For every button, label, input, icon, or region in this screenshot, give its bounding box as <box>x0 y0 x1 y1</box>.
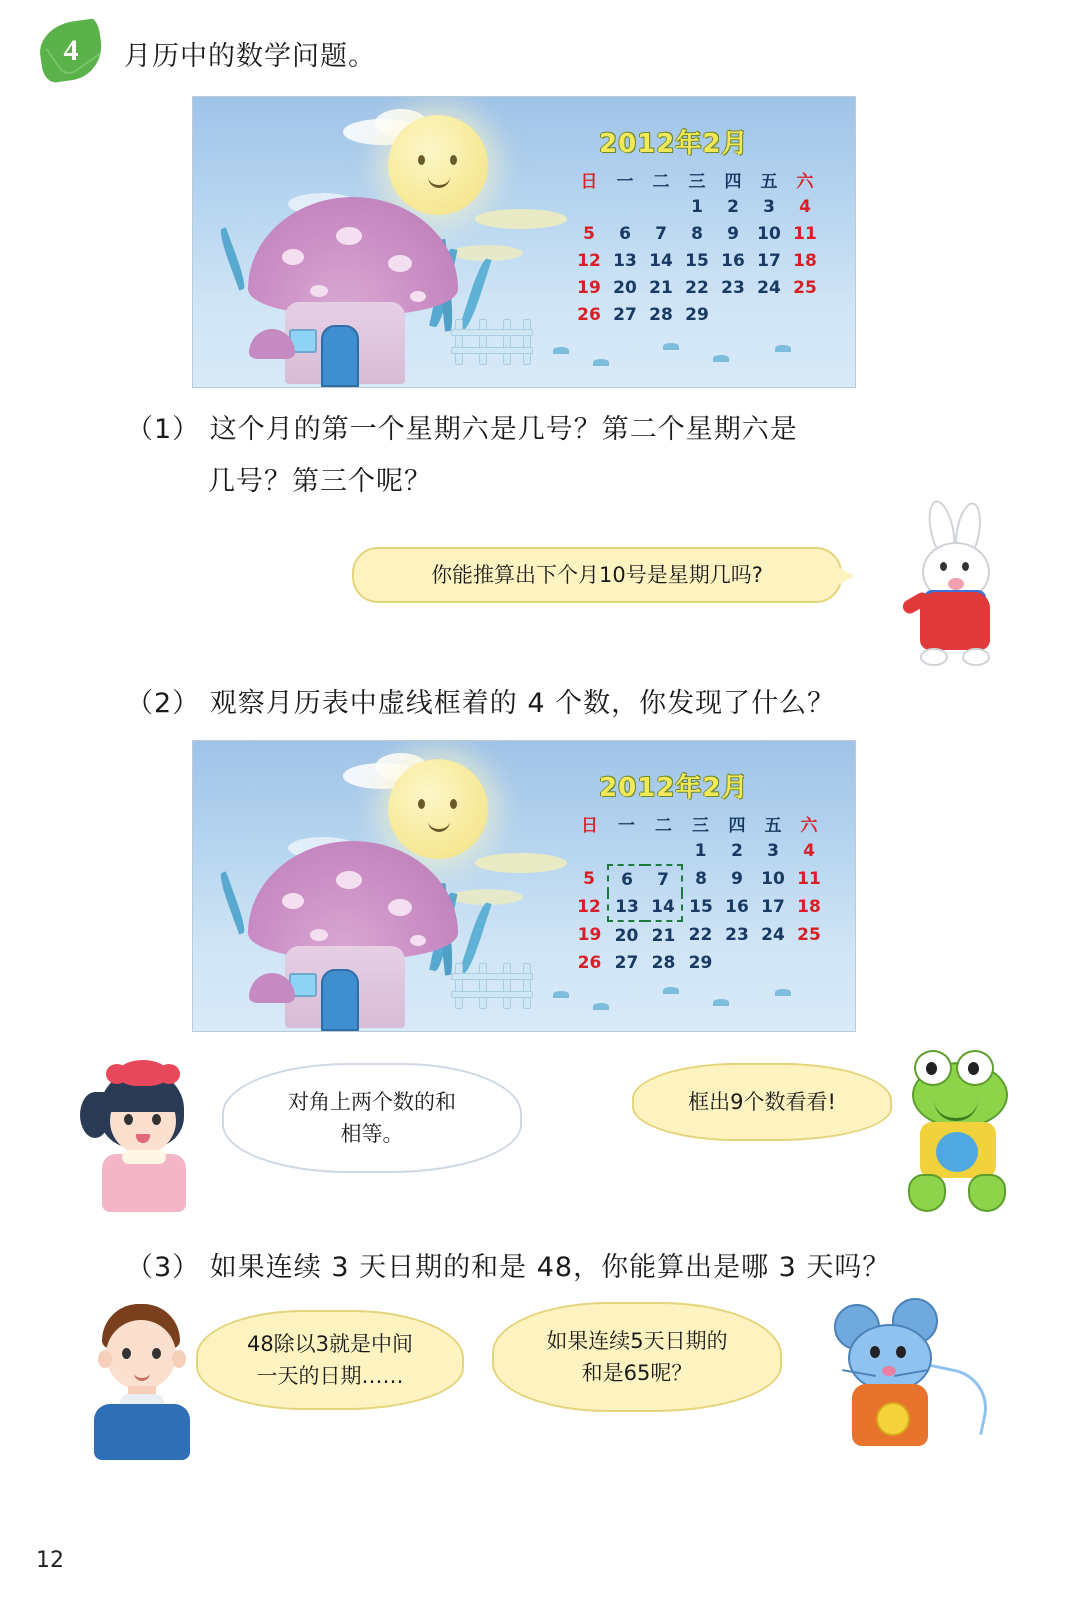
mushroom-dot <box>410 291 426 302</box>
calendar-day: 15 <box>685 250 709 271</box>
grass-icon <box>217 871 247 934</box>
calendar-day: 17 <box>757 250 781 271</box>
calendar-day: 9 <box>731 869 743 889</box>
calendar-day: 18 <box>797 897 821 917</box>
weekday-header: 二 <box>655 816 672 836</box>
calendar-panel <box>571 767 839 976</box>
mushroom-cap <box>248 197 458 315</box>
question-2-label: （2） <box>126 688 201 719</box>
fence-post <box>503 963 511 1009</box>
calendar-day: 12 <box>577 250 601 271</box>
mushroom-dot <box>282 893 304 909</box>
calendar-day: 19 <box>577 277 601 298</box>
weekday-header: 一 <box>618 816 635 836</box>
calendar-day: 6 <box>619 223 631 244</box>
weekday-header: 二 <box>652 172 670 192</box>
boy-bubble-line2: 一天的日期…… <box>256 1364 404 1388</box>
calendar-day: 17 <box>761 897 785 917</box>
weekday-header: 三 <box>688 172 706 192</box>
calendar-day <box>571 193 607 220</box>
fence-post <box>503 319 511 365</box>
calendar-title: 2012年2月 <box>599 773 749 803</box>
mouse-eye-left <box>870 1346 880 1358</box>
mushroom-dot <box>388 255 412 272</box>
calendar-day: 29 <box>688 952 713 973</box>
fence-post <box>455 319 463 365</box>
mushroom-dot <box>388 899 412 916</box>
calendar-day <box>787 301 823 328</box>
calendar-day: 22 <box>685 277 709 298</box>
weekday-header: 四 <box>728 816 746 836</box>
weekday-header: 日 <box>580 172 598 192</box>
rabbit-foot-left <box>920 648 948 666</box>
fence-rail <box>451 991 533 998</box>
calendar-day <box>643 193 679 220</box>
moon-eye-right <box>450 799 457 809</box>
cloud-icon <box>475 853 567 873</box>
calendar-day: 4 <box>799 196 811 217</box>
calendar-day: 16 <box>725 897 749 917</box>
fence-post <box>455 963 463 1009</box>
question-1 <box>126 404 1006 508</box>
mouse-character <box>826 1298 996 1462</box>
calendar-day: 3 <box>763 196 775 217</box>
calendar-day: 10 <box>761 869 785 889</box>
frog-pupil-left <box>926 1062 937 1075</box>
girl-bubble-line2: 相等。 <box>340 1122 404 1146</box>
moon-eye-right <box>450 155 457 165</box>
question-1-label: （1） <box>126 414 201 445</box>
calendar-day: 7 <box>655 223 667 244</box>
boy-eye-left <box>122 1348 131 1359</box>
calendar-day-highlighted: 13 <box>608 893 645 921</box>
frog-leg-left <box>908 1174 946 1212</box>
calendar-day: 5 <box>583 869 595 889</box>
ground-tuft <box>553 991 569 998</box>
rabbit-mouth <box>948 578 964 590</box>
girl-collar <box>122 1150 166 1164</box>
fence-post <box>523 963 531 1009</box>
mushroom-dot <box>310 929 328 941</box>
calendar-day: 29 <box>685 304 709 325</box>
house-door-icon <box>321 325 359 387</box>
frog-character <box>898 1048 1020 1218</box>
rabbit-eye-right <box>962 562 969 571</box>
girl-bubble-line1: 对角上两个数的和 <box>288 1090 456 1114</box>
calendar-table-1 <box>571 166 823 328</box>
calendar-day <box>755 949 791 976</box>
rabbit-eye-left <box>940 562 947 571</box>
fence-rail <box>451 973 533 980</box>
calendar-day: 25 <box>797 925 821 945</box>
fence-post <box>479 963 487 1009</box>
calendar-week-row <box>571 274 823 301</box>
weekday-header: 六 <box>796 172 814 192</box>
weekday-header: 五 <box>760 172 778 192</box>
ground-tuft <box>663 343 679 350</box>
calendar-day <box>791 949 827 976</box>
moon-mouth <box>428 173 450 188</box>
calendar-day: 23 <box>721 277 745 298</box>
calendar-day <box>751 301 787 328</box>
exercise-number: 4 <box>63 34 79 67</box>
boy-body <box>94 1404 190 1460</box>
fence-post <box>523 319 531 365</box>
calendar-day: 19 <box>577 925 602 945</box>
mushroom-dot <box>310 285 328 297</box>
calendar-week-row <box>571 837 827 865</box>
weekday-header: 四 <box>724 172 742 192</box>
calendar-day <box>715 301 751 328</box>
grass-icon <box>217 227 247 290</box>
boy-eye-right <box>152 1348 161 1359</box>
rabbit-body <box>920 592 990 650</box>
calendar-day: 28 <box>649 304 673 325</box>
calendar-day: 27 <box>614 952 639 973</box>
ground-tuft <box>593 359 609 366</box>
calendar-week-row <box>571 865 827 893</box>
moon-icon <box>388 115 488 215</box>
ground-tuft <box>775 989 791 996</box>
boy-speech-bubble <box>196 1310 464 1410</box>
calendar-day: 22 <box>688 925 713 945</box>
mushroom-dot <box>336 227 362 245</box>
calendar-day: 11 <box>797 869 821 889</box>
weekday-header: 日 <box>581 816 598 836</box>
calendar-week-row <box>571 921 827 949</box>
calendar-week-row <box>571 301 823 328</box>
calendar-week-row <box>571 247 823 274</box>
calendar-day: 5 <box>583 223 595 244</box>
mouse-tail <box>919 1364 995 1435</box>
rabbit-bubble-text: 你能推算出下个月10号是星期几吗? <box>431 563 763 587</box>
mouse-head <box>848 1324 932 1392</box>
calendar-illustration-1 <box>192 96 856 388</box>
page-number: 12 <box>36 1548 64 1573</box>
mouse-speech-bubble <box>492 1302 782 1412</box>
girl-speech-bubble <box>222 1063 522 1173</box>
calendar-day-highlighted: 14 <box>645 893 682 921</box>
ground-tuft <box>663 987 679 994</box>
rabbit-foot-right <box>962 648 990 666</box>
ground-tuft <box>553 347 569 354</box>
moon-eye-left <box>418 799 425 809</box>
frog-leg-right <box>968 1174 1006 1212</box>
calendar-weekday-row <box>571 166 823 193</box>
calendar-day: 25 <box>793 277 817 298</box>
ground-tuft <box>775 345 791 352</box>
calendar-week-row <box>571 220 823 247</box>
calendar-day-highlighted: 7 <box>645 865 682 893</box>
girl-eye-left <box>124 1114 133 1125</box>
question-1-line2: 几号？第三个呢？ <box>208 466 432 497</box>
weekday-header: 六 <box>800 816 818 836</box>
question-3-label: （3） <box>126 1252 201 1283</box>
frog-pupil-right <box>968 1062 979 1075</box>
calendar-title: 2012年2月 <box>599 129 749 159</box>
girl-bow-icon <box>118 1060 168 1086</box>
calendar-weekday-row <box>571 810 827 837</box>
mouse-bubble-line1: 如果连续5天日期的 <box>546 1329 728 1353</box>
calendar-week-row <box>571 949 827 976</box>
calendar-day: 18 <box>793 250 817 271</box>
rabbit-character <box>900 500 1010 670</box>
mushroom-dot <box>282 249 304 265</box>
house-door-icon <box>321 969 359 1031</box>
calendar-table-2 <box>571 810 828 976</box>
calendar-day: 28 <box>651 952 676 973</box>
question-3-line1: 如果连续 3 天日期的和是 48，你能算出是哪 3 天吗？ <box>209 1252 891 1283</box>
calendar-day: 14 <box>649 250 673 271</box>
weekday-header: 三 <box>692 816 709 836</box>
calendar-day <box>645 837 682 865</box>
moon-mouth <box>428 817 450 832</box>
mushroom-dot <box>336 871 362 889</box>
calendar-day: 16 <box>721 250 745 271</box>
calendar-week-row <box>571 893 827 921</box>
calendar-day: 1 <box>691 196 703 217</box>
moon-icon <box>388 759 488 859</box>
frog-ball-icon <box>936 1132 978 1172</box>
page-title: 月历中的数学问题。 <box>124 40 376 72</box>
calendar-day: 10 <box>757 223 781 244</box>
fence-post <box>479 319 487 365</box>
calendar-day: 2 <box>731 841 743 861</box>
leaf-badge-icon <box>40 22 106 84</box>
mouse-eye-right <box>896 1346 906 1358</box>
calendar-day: 26 <box>577 952 602 973</box>
rabbit-speech-bubble <box>352 547 842 603</box>
calendar-day: 3 <box>767 841 779 861</box>
calendar-day: 24 <box>757 277 781 298</box>
boy-ear-left <box>98 1350 112 1368</box>
mushroom-cap <box>248 841 458 959</box>
question-1-line1: 这个月的第一个星期六是几号？第二个星期六是 <box>209 414 798 445</box>
mushroom-dot <box>410 935 426 946</box>
calendar-day: 2 <box>727 196 739 217</box>
frog-speech-bubble <box>632 1063 892 1141</box>
calendar-day: 8 <box>691 223 703 244</box>
calendar-day: 27 <box>613 304 637 325</box>
mouse-bubble-line2: 和是65呢？ <box>581 1361 693 1385</box>
calendar-illustration-2 <box>192 740 856 1032</box>
calendar-day: 21 <box>651 925 676 946</box>
boy-bubble-line1: 48除以3就是中间 <box>246 1332 414 1356</box>
calendar-day: 13 <box>613 250 637 271</box>
calendar-day <box>719 949 755 976</box>
calendar-day <box>571 837 608 865</box>
moon-eye-left <box>418 155 425 165</box>
calendar-day-highlighted: 6 <box>608 865 645 893</box>
calendar-day <box>607 193 643 220</box>
calendar-day: 20 <box>613 277 637 298</box>
ground-tuft <box>713 999 729 1006</box>
ground-tuft <box>593 1003 609 1010</box>
frog-bubble-text: 框出9个数看看! <box>688 1090 836 1114</box>
weekday-header: 五 <box>764 816 782 836</box>
calendar-day: 9 <box>727 223 739 244</box>
calendar-day: 8 <box>695 869 707 889</box>
calendar-day: 26 <box>577 304 601 325</box>
mouse-badge-icon <box>876 1402 910 1436</box>
fence-icon <box>451 963 531 1007</box>
fence-rail <box>451 347 533 354</box>
calendar-day <box>608 837 645 865</box>
calendar-day: 20 <box>614 925 639 946</box>
calendar-day: 4 <box>803 841 815 861</box>
girl-character <box>74 1050 214 1210</box>
calendar-day: 11 <box>793 223 817 244</box>
calendar-week-row <box>571 193 823 220</box>
exercise-header <box>40 22 376 84</box>
calendar-day: 24 <box>761 925 785 945</box>
question-3 <box>126 1242 1006 1294</box>
calendar-panel <box>571 123 839 328</box>
calendar-day: 15 <box>689 897 713 917</box>
calendar-day: 21 <box>649 277 673 298</box>
calendar-day: 1 <box>694 841 707 861</box>
calendar-day: 23 <box>725 925 749 945</box>
question-2-line1: 观察月历表中虚线框着的 4 个数，你发现了什么？ <box>209 688 836 719</box>
boy-ear-right <box>172 1350 186 1368</box>
question-2 <box>126 678 1006 730</box>
calendar-day: 12 <box>577 897 601 917</box>
fence-rail <box>451 329 533 336</box>
boy-character <box>72 1290 212 1460</box>
cloud-icon <box>475 209 567 229</box>
girl-eye-right <box>152 1114 161 1125</box>
fence-icon <box>451 319 531 363</box>
weekday-header: 一 <box>616 172 634 192</box>
ground-tuft <box>713 355 729 362</box>
